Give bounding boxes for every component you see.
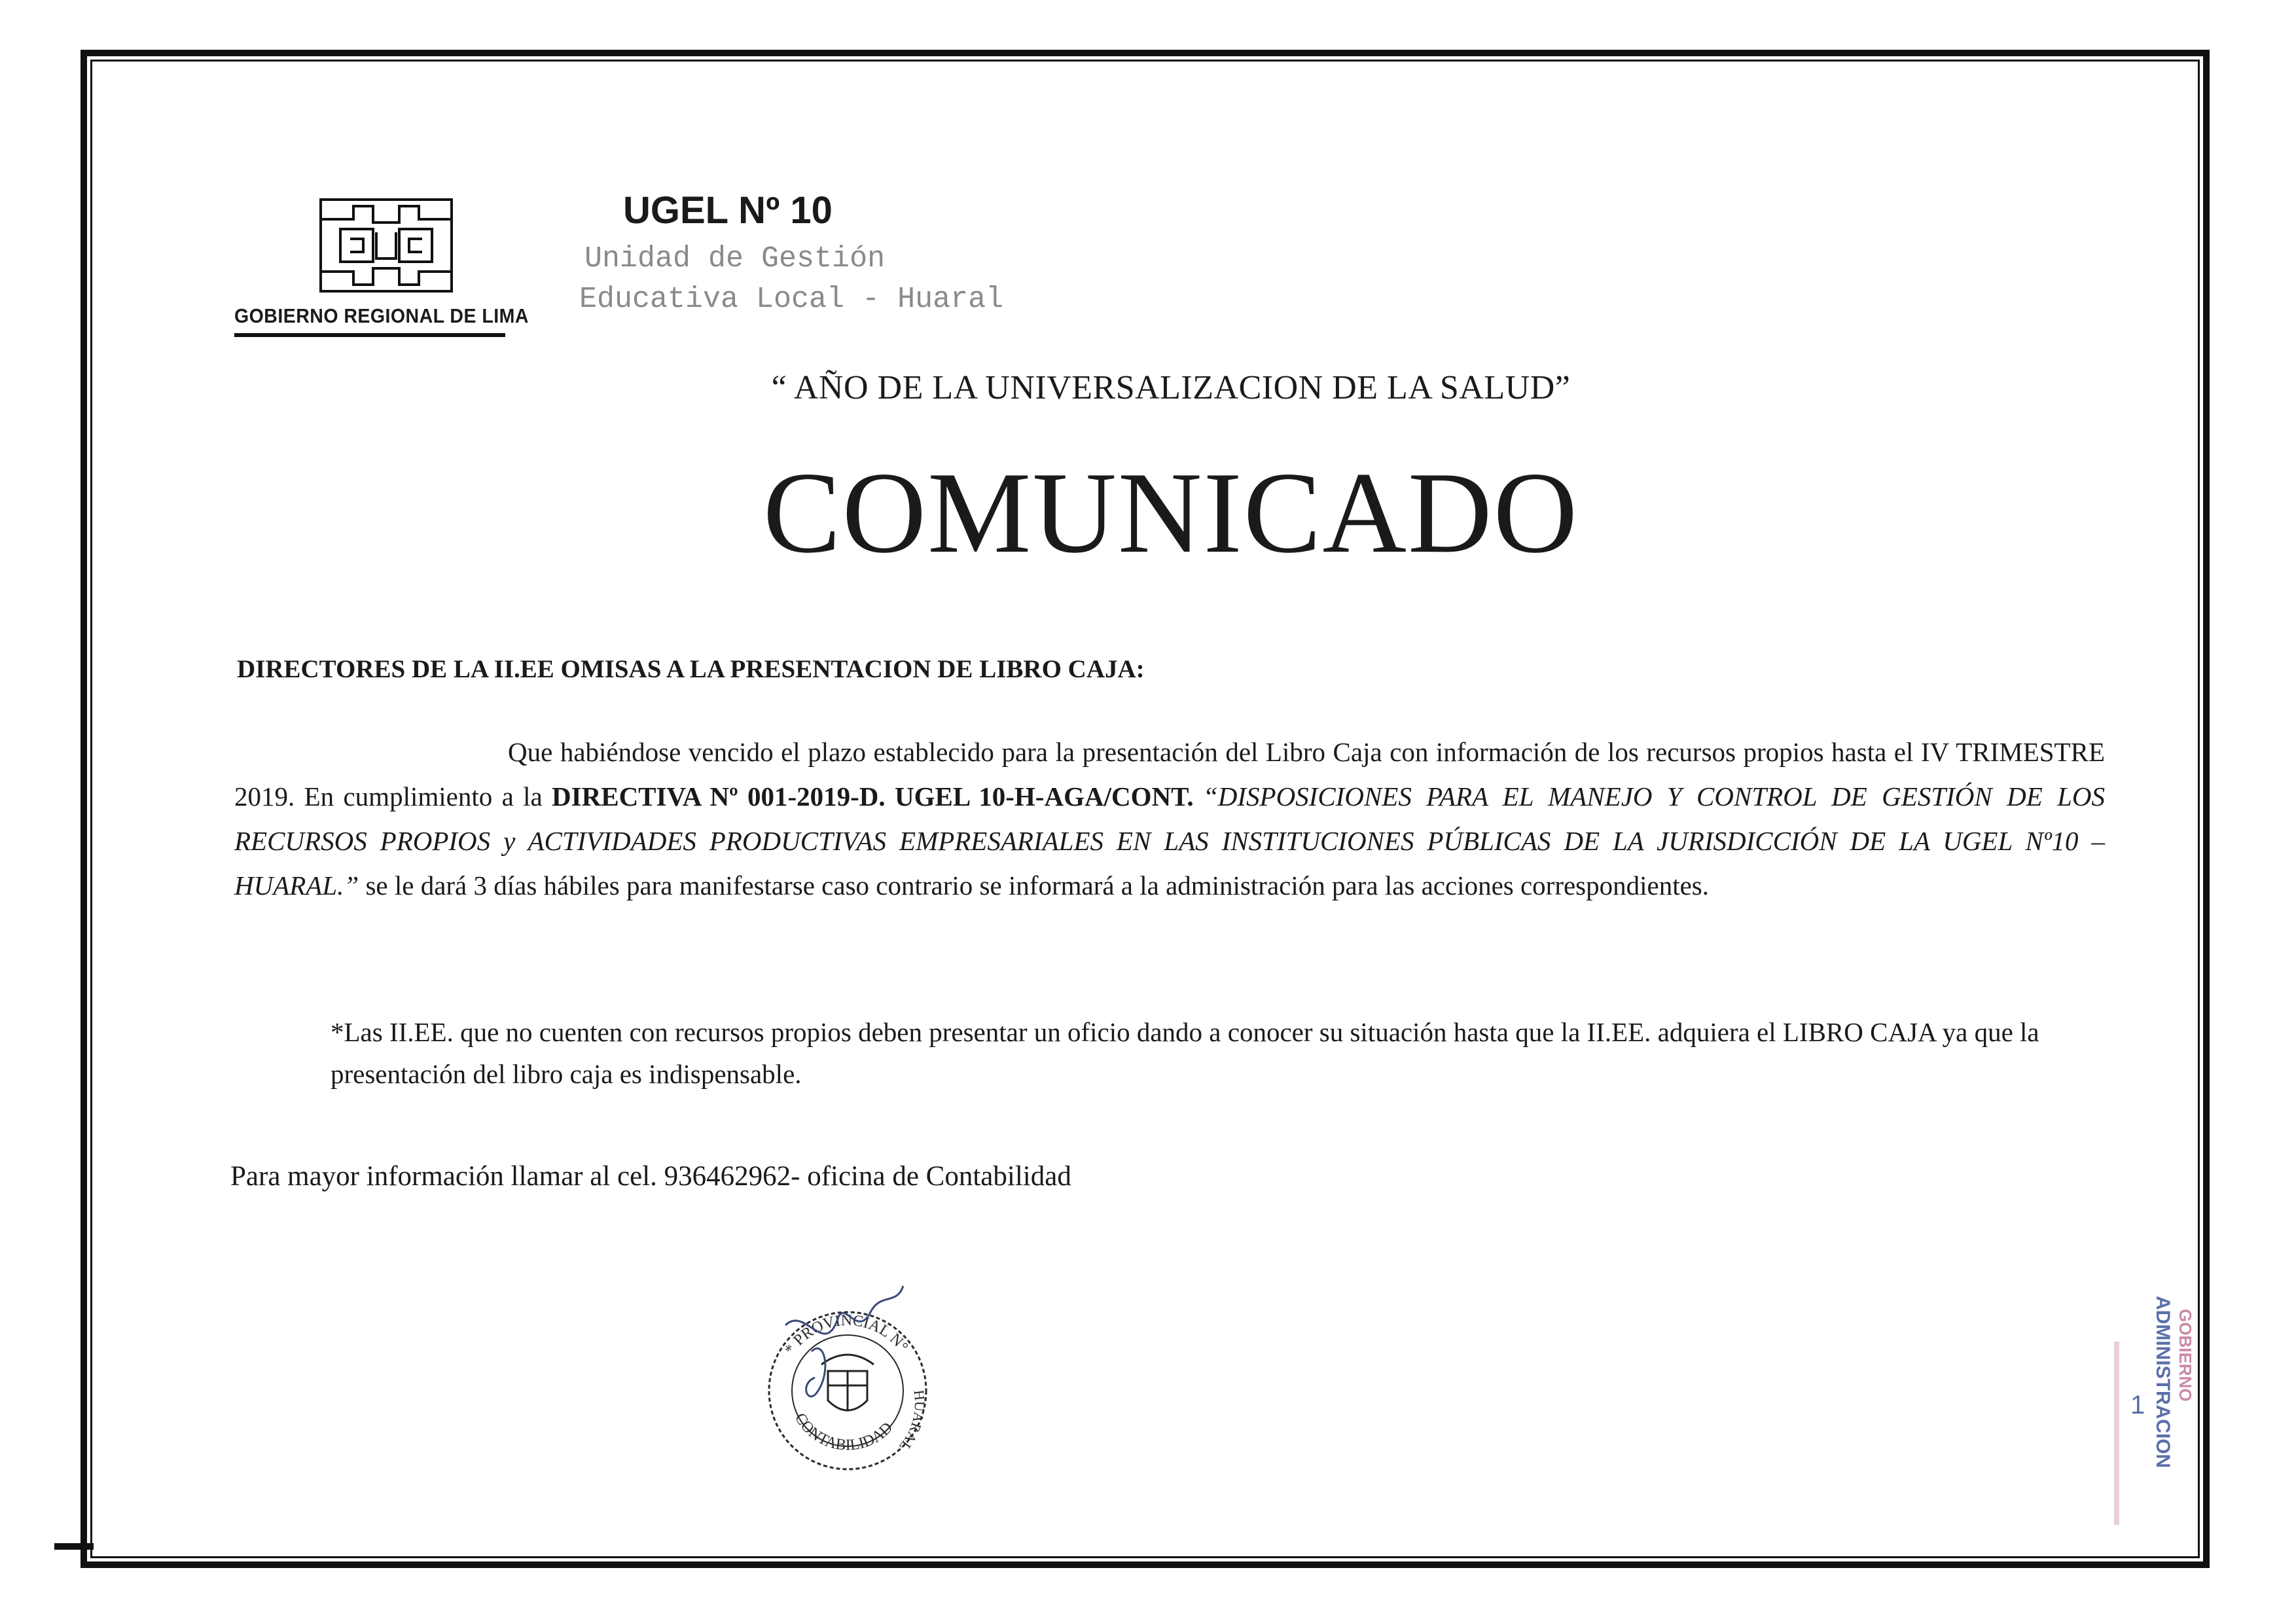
body-text-2: se le dará 3 días hábiles para manifestarse caso contrario se informará a la administración para las acciones correspondientes. (365, 870, 1710, 901)
coat-of-arms-icon (821, 1355, 874, 1410)
gobierno-regional-logo (314, 193, 458, 298)
note-paragraph: *Las II.EE. que no cuenten con recursos propios deben presentar un oficio dando a conocer su situación hasta que la II.EE. adquiera el LIBRO CAJA ya que la presentación del libro caja es indispensable. (331, 1017, 2039, 1089)
body-paragraph (234, 730, 2105, 908)
gov-label: GOBIERNO REGIONAL DE LIMA (234, 304, 505, 337)
side-stamp-mark: 1 (2130, 1391, 2145, 1419)
seal-bottom-text: CONTABILIDAD (791, 1410, 897, 1454)
border-extension (54, 1543, 94, 1550)
ugel-title: UGEL Nº 10 (623, 189, 833, 232)
svg-text:HUARAL (896, 1389, 928, 1455)
seal-right-text: HUARAL (896, 1389, 929, 1455)
administration-stamp (2111, 1283, 2209, 1558)
svg-text:CONTABILIDAD (791, 1410, 896, 1454)
directive-title: “DISPOSICIONES PARA EL MANEJO Y CONTROL DE GESTIÓN DE LOS RECURSOS PROPIOS y ACTIVIDADES PRODUCTIVAS EMPRESARIALES EN LAS INSTITUCIONES PÚBLICAS DE LA JURISDICCIÓN DE LA UGEL Nº10 – HUARAL.” (234, 781, 2105, 901)
directive-reference: DIRECTIVA Nº 001-2019-D. UGEL 10-H-AGA/CONT. (552, 781, 1194, 812)
contabilidad-seal (746, 1279, 942, 1495)
body-text-1: Que habiéndose vencido el plazo establecido para la presentación del Libro Caja con información de los recursos propios hasta el IV TRIMESTRE 2019. En cumplimiento a la (234, 737, 2105, 812)
side-stamp-text-2: ADMINISTRACION (2152, 1296, 2174, 1469)
ugel-subtitle-line2: Educativa Local - Huaral (579, 283, 1004, 316)
seal-top-text: * PROVINCIAL N° (781, 1311, 912, 1358)
year-motto: “ AÑO DE LA UNIVERSALIZACION DE LA SALUD” (771, 369, 1571, 406)
addressee: DIRECTORES DE LA II.EE OMISAS A LA PRESENTACION DE LIBRO CAJA: (237, 655, 1145, 683)
contact-line: Para mayor información llamar al cel. 936462962- oficina de Contabilidad (230, 1161, 1071, 1192)
page-title: COMUNICADO (762, 448, 1579, 577)
ugel-subtitle-line1: Unidad de Gestión (584, 242, 886, 276)
side-stamp-text-1: GOBIERNO (2176, 1309, 2195, 1402)
